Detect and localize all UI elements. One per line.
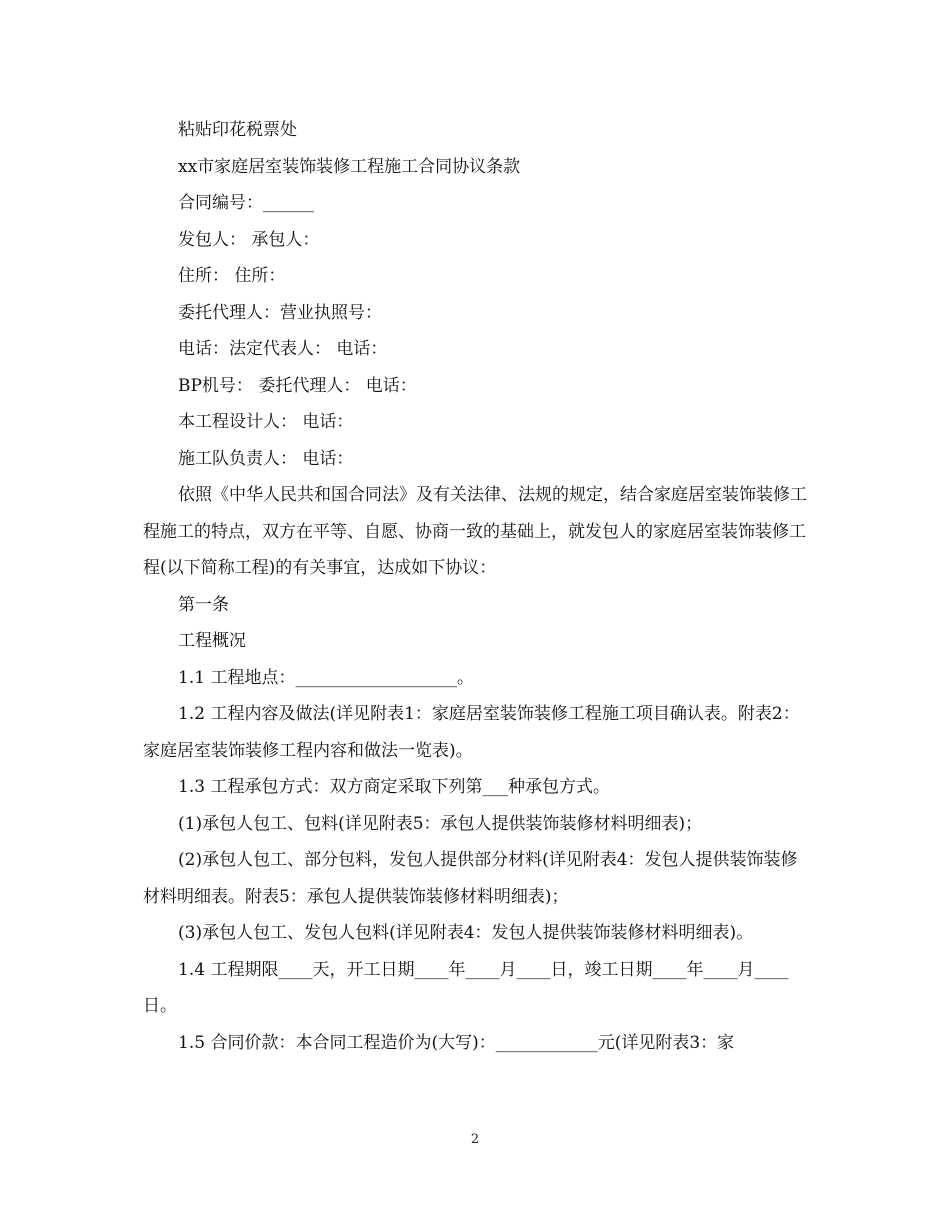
clause-1-4: 1.4 工程期限____天，开工日期____年____月____日，竣工日期____年____月____日。 — [143, 959, 789, 1016]
option-3: (3)承包人包工、发包人包料(详见附表4：发包人提供装饰装修材料明细表)。 — [178, 923, 754, 943]
section-heading: 工程概况 — [178, 631, 246, 651]
option-1: (1)承包人包工、包料(详见附表5：承包人提供装饰装修材料明细表)； — [178, 813, 703, 834]
clause-1-5: 1.5 合同价款：本合同工程造价为(大写)：____________元(详见附表3：家 — [178, 1032, 735, 1053]
party-addresses: 住所： 住所： — [178, 266, 286, 286]
option-2: (2)承包人包工、部分包料，发包人提供部分材料(详见附表4：发包人提供装饰装修材料明细表。附表5：承包人提供装饰装修材料明细表)； — [143, 850, 798, 907]
article-heading: 第一条 — [178, 594, 229, 615]
team-leader-phone: 施工队负责人： 电话： — [178, 448, 354, 469]
contract-title: xx市家庭居室装饰装修工程施工合同协议条款 — [178, 156, 521, 177]
clause-1-1: 1.1 工程地点：___________________。 — [178, 667, 474, 688]
phone-legal-rep: 电话：法定代表人： 电话： — [178, 339, 388, 359]
contract-number: 合同编号：______ — [178, 193, 314, 213]
preamble-paragraph: 依照《中华人民共和国合同法》及有关法律、法规的规定，结合家庭居室装饰装修工程施工的特点，双方在平等、自愿、协商一致的基础上，就发包人的家庭居室装饰装修工程(以下简称工程)的有关事宜，达成如下协议： — [143, 485, 807, 578]
designer-phone: 本工程设计人： 电话： — [178, 412, 354, 432]
bp-agent-phone: BP机号： 委托代理人： 电话： — [178, 375, 417, 396]
party-names: 发包人： 承包人： — [178, 229, 320, 250]
clause-1-3: 1.3 工程承包方式：双方商定采取下列第___种承包方式。 — [178, 777, 610, 797]
stamp-duty-note: 粘贴印花税票处 — [178, 120, 297, 140]
page-number: 2 — [470, 1132, 480, 1147]
document-body — [143, 112, 813, 1061]
clause-1-2: 1.2 工程内容及做法(详见附表1：家庭居室装饰装修工程施工项目确认表。附表2：家庭居室装饰装修工程内容和做法一览表)。 — [143, 704, 800, 761]
agent-license: 委托代理人：营业执照号： — [178, 302, 382, 323]
